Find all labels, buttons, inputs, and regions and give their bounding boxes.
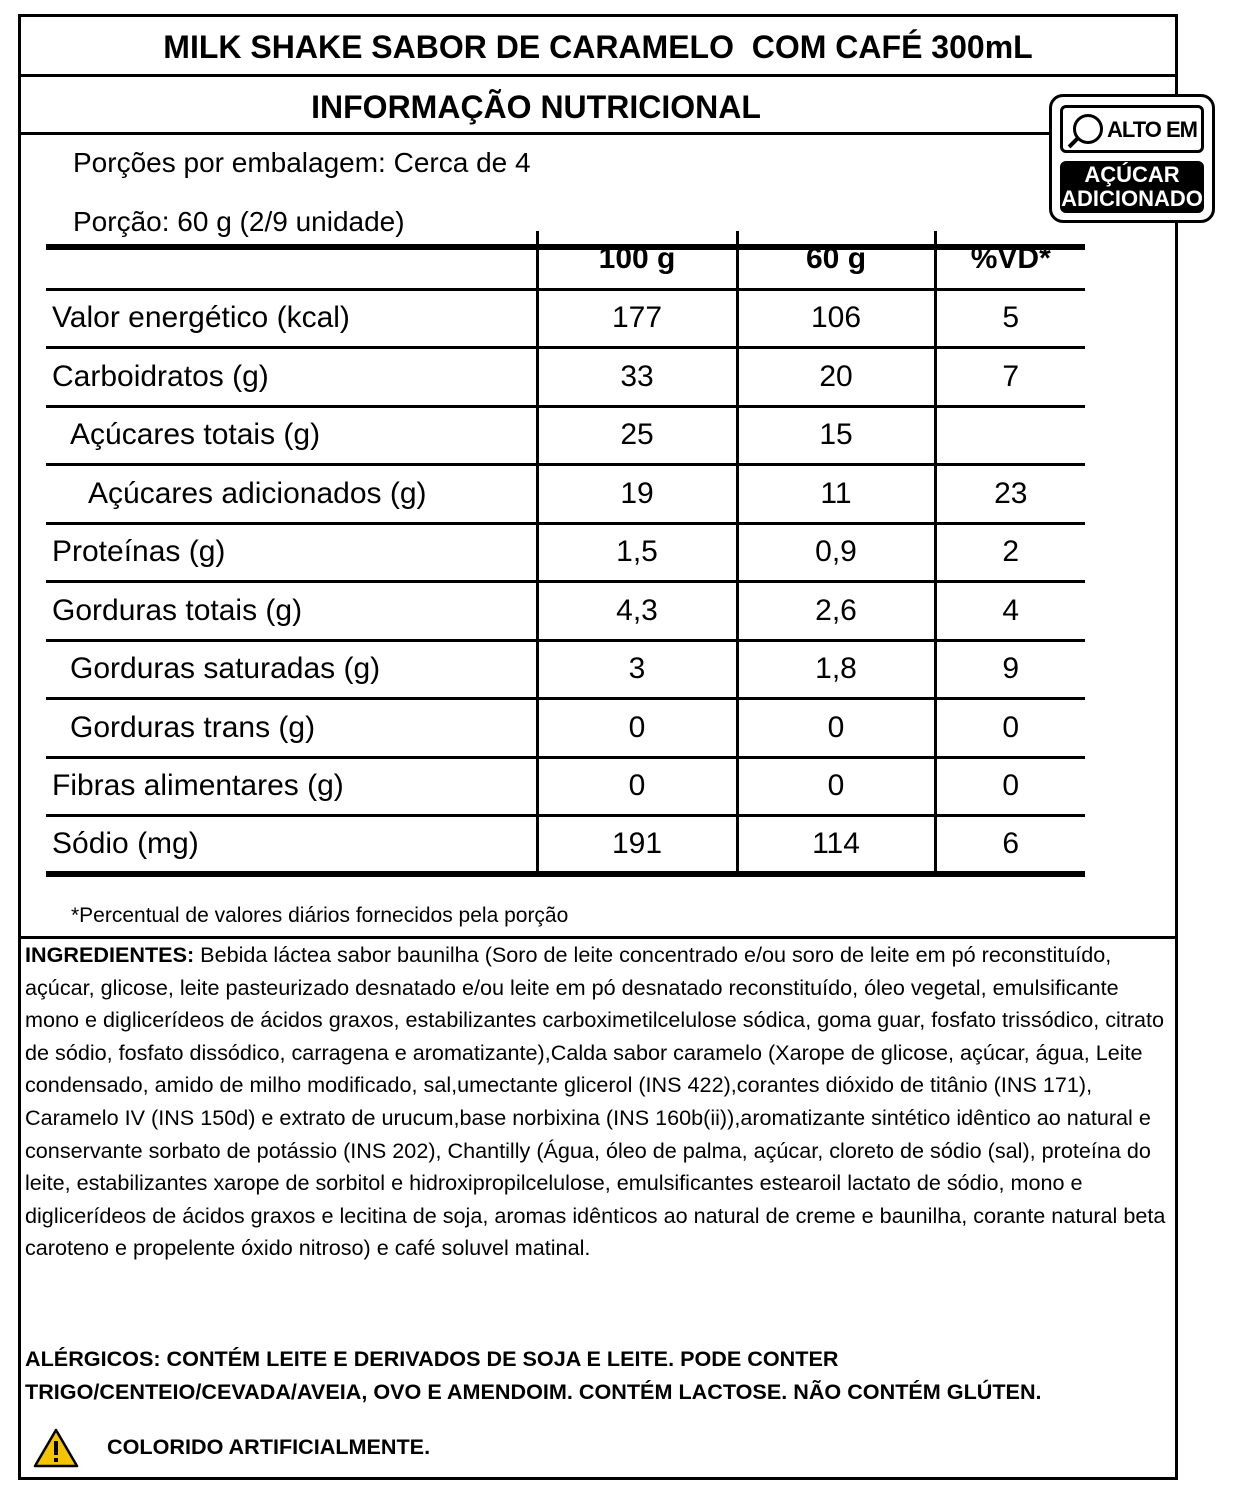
value-per-100g: 33	[537, 348, 737, 407]
value-per-serving: 0	[737, 757, 935, 816]
nutrient-name: Gorduras trans (g)	[46, 699, 537, 758]
table-header-row	[46, 231, 1085, 289]
value-daily-percent: 9	[935, 640, 1085, 699]
value-daily-percent: 0	[935, 699, 1085, 758]
table-row	[46, 582, 1085, 641]
table-row	[46, 757, 1085, 816]
nutrient-name: Carboidratos (g)	[46, 348, 537, 407]
value-daily-percent	[935, 406, 1085, 465]
value-daily-percent: 2	[935, 523, 1085, 582]
serving-size: Porção: 60 g (2/9 unidade)	[73, 206, 405, 237]
value-daily-percent: 6	[935, 816, 1085, 875]
table-row	[46, 640, 1085, 699]
header-empty	[46, 231, 537, 289]
header-daily-value: %VD*	[935, 231, 1085, 289]
value-daily-percent: 23	[935, 465, 1085, 524]
value-per-serving: 20	[737, 348, 935, 407]
seal-top-box	[1060, 105, 1204, 153]
table-row	[46, 465, 1085, 524]
value-per-serving: 15	[737, 406, 935, 465]
value-daily-percent: 4	[935, 582, 1085, 641]
nutrient-name: Valor energético (kcal)	[46, 289, 537, 348]
nutrient-name: Gorduras saturadas (g)	[46, 640, 537, 699]
value-per-serving: 11	[737, 465, 935, 524]
value-per-100g: 0	[537, 699, 737, 758]
nutrition-table	[46, 231, 1085, 877]
seal-bottom-box	[1060, 161, 1204, 213]
value-per-serving: 106	[737, 289, 935, 348]
value-per-100g: 0	[537, 757, 737, 816]
table-row	[46, 523, 1085, 582]
high-added-sugar-seal	[1049, 94, 1215, 223]
servings-per-package: Porções por embalagem: Cerca de 4	[73, 147, 531, 178]
value-per-serving: 0	[737, 699, 935, 758]
table-row	[46, 699, 1085, 758]
artificial-color-notice: COLORIDO ARTIFICIALMENTE.	[107, 1434, 431, 1459]
nutrient-name: Açúcares adicionados (g)	[46, 465, 537, 524]
nutrient-name: Açúcares totais (g)	[46, 406, 537, 465]
value-per-100g: 25	[537, 406, 737, 465]
table-row	[46, 816, 1085, 875]
value-daily-percent: 5	[935, 289, 1085, 348]
value-per-100g: 1,5	[537, 523, 737, 582]
value-daily-percent: 7	[935, 348, 1085, 407]
nutrient-name: Sódio (mg)	[46, 816, 537, 875]
nutrient-name: Gorduras totais (g)	[46, 582, 537, 641]
value-per-serving: 0,9	[737, 523, 935, 582]
allergens-statement: ALÉRGICOS: CONTÉM LEITE E DERIVADOS DE SOJA E LEITE. PODE CONTER TRIGO/CENTEIO/CEVADA/AVEIA, OVO E AMENDOIM. CONTÉM LACTOSE. NÃO CONTÉM GLÚTEN.	[25, 1346, 1042, 1404]
seal-top-text: ALTO EM	[1107, 117, 1197, 142]
table-row	[46, 348, 1085, 407]
header-per-serving: 60 g	[737, 231, 935, 289]
table-row	[46, 406, 1085, 465]
product-title: MILK SHAKE SABOR DE CARAMELO COM CAFÉ 300mL	[21, 17, 1175, 77]
value-daily-percent: 0	[935, 757, 1085, 816]
seal-line-2: ADICIONADO	[1061, 186, 1203, 211]
header-per-100g: 100 g	[537, 231, 737, 289]
value-per-100g: 191	[537, 816, 737, 875]
ingredients-text: Bebida láctea sabor baunilha (Soro de leite concentrado e/ou soro de leite em pó reconstituído, açúcar, glicose, leite pasteurizado desnatado e/ou leite em pó desnatado reconstituído, óleo vegetal, emulsificante mono e diglicerídeos de ácidos graxos, estabilizantes carboximetilcelulose sódica, goma guar, fosfato trissódico, citrato de sódio, fosfato dissódico, carragena e aromatizante),Calda sabor caramelo (Xarope de glicose, açúcar, água, Leite condensado, amido de milho modificado, sal,umectante glicerol (INS 422),corantes dióxido de titânio (INS 171), Caramelo IV (INS 150d) e extrato de urucum,base norbixina (INS 160b(ii)),aromatizante sintético idêntico ao natural e conservante sorbato de potássio (INS 202), Chantilly (Água, óleo de palma, açúcar, cloreto de sódio (sal), proteína do leite, estabilizantes xarope de sorbitol e hidroxipropilcelulose, emulsificantes estearoil lactato de sódio, mono e diglicerídeos de ácidos graxos e lecitina de soja, aromas idênticos ao natural de creme e baunilha, corante natural beta caroteno e propelente óxido nitroso) e café soluvel matinal.	[25, 942, 1166, 1261]
nutrient-name: Proteínas (g)	[46, 523, 537, 582]
footnote: *Percentual de valores diários fornecidos pela porção	[71, 904, 569, 927]
ingredients-block	[25, 939, 1175, 1265]
value-per-serving: 2,6	[737, 582, 935, 641]
value-per-100g: 177	[537, 289, 737, 348]
value-per-serving: 1,8	[737, 640, 935, 699]
seal-line-1: AÇÚCAR	[1084, 162, 1180, 187]
value-per-serving: 114	[737, 816, 935, 875]
ingredients-label: INGREDIENTES:	[25, 942, 195, 967]
nutrient-name: Fibras alimentares (g)	[46, 757, 537, 816]
nutrition-heading: INFORMAÇÃO NUTRICIONAL	[21, 80, 1051, 135]
value-per-100g: 3	[537, 640, 737, 699]
warning-triangle-icon	[33, 1427, 79, 1469]
value-per-100g: 19	[537, 465, 737, 524]
table-row	[46, 289, 1085, 348]
value-per-100g: 4,3	[537, 582, 737, 641]
